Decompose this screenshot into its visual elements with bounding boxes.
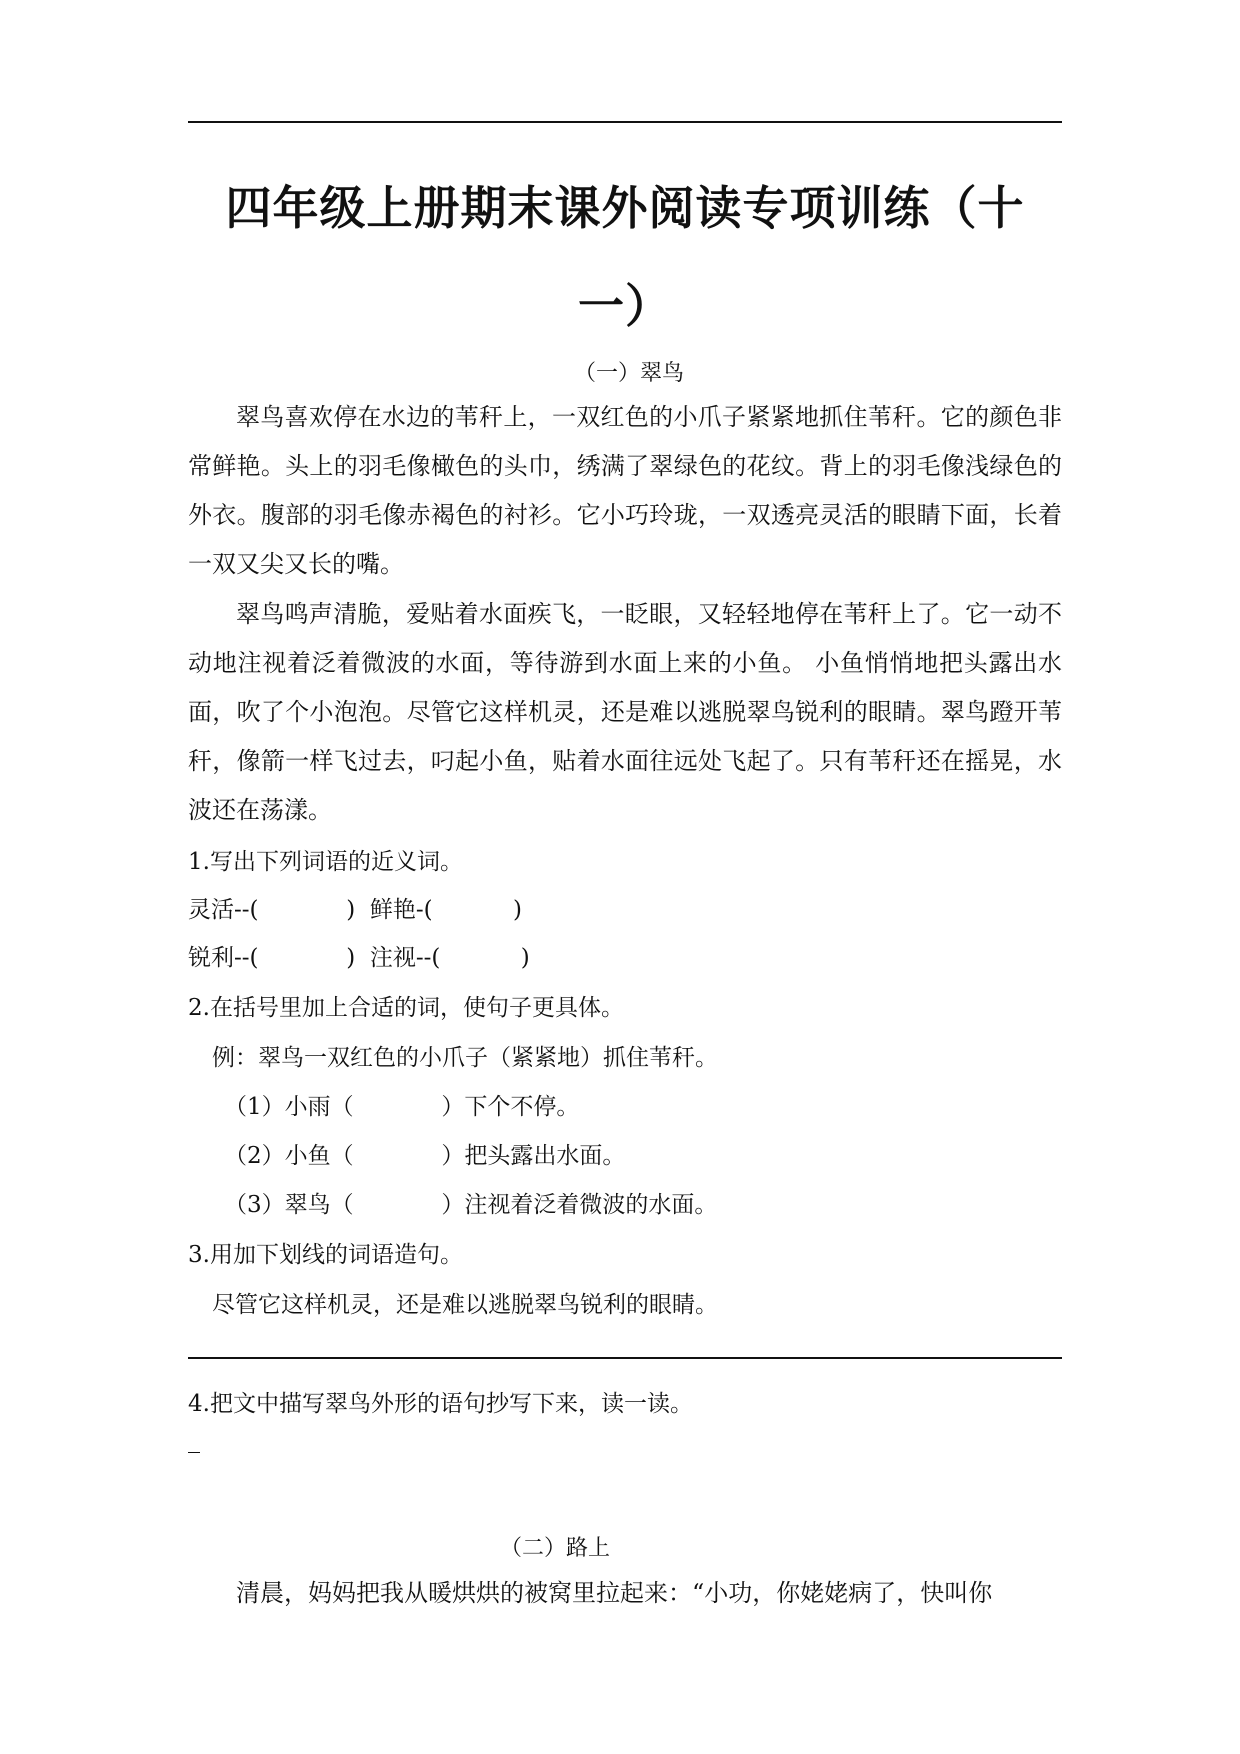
question-2-item-3: （3）翠鸟（ ）注视着泛着微波的水面。 — [224, 1192, 718, 1218]
section2-heading: （二）路上 — [500, 1536, 611, 1561]
top-rule — [188, 121, 1062, 123]
section1-heading: （一）翠鸟 — [574, 361, 685, 386]
section2-paragraph-1: 清晨，妈妈把我从暖烘烘的被窝里拉起来：“小功，你姥姥病了，快叫你 — [236, 1579, 993, 1607]
section1-paragraph-1: 翠鸟喜欢停在水边的苇秆上，一双红色的小爪子紧紧地抓住苇秆。它的颜色非常鲜艳。头上的羽毛像橄色的头巾，绣满了翠绿色的花纹。背上的羽毛像浅绿色的外衣。腹部的羽毛像赤褐色的衬衫。它小巧玲珑，一双透亮灵活的眼睛下面，长着一双又尖又长的嘴。 — [188, 403, 1062, 578]
page-title-line2: 一） — [578, 279, 672, 333]
question-2-example: 例：翠鸟一双红色的小爪子（紧紧地）抓住苇秆。 — [212, 1045, 718, 1071]
question-3-sentence: 尽管它这样机灵，还是难以逃脱翠鸟锐利的眼睛。 — [212, 1292, 718, 1318]
section1-paragraph-2: 翠鸟鸣声清脆，爱贴着水面疾飞，一眨眼，又轻轻地停在苇秆上了。它一动不动地注视着泛着微波的水面，等待游到水面上来的小鱼。 小鱼悄悄地把头露出水面，吹了个小泡泡。尽管它这样机灵，还是难以逃脱翠鸟锐利的眼睛。翠鸟蹬开苇秆，像箭一样飞过去，叼起小鱼，贴着水面往远处飞起了。只有苇秆还在摇晃，水波还在荡漾。 — [188, 600, 1062, 824]
question-3-prompt: 3.用加下划线的词语造句。 — [188, 1242, 463, 1268]
question-2-prompt: 2.在括号里加上合适的词，使句子更具体。 — [188, 995, 624, 1021]
question-1-row-1: 灵活--( ) 鲜艳-( ) — [188, 897, 522, 923]
question-1-row-2: 锐利--( ) 注视--( ) — [188, 945, 530, 971]
answer-rule — [188, 1357, 1062, 1359]
question-4-prompt: 4.把文中描写翠鸟外形的语句抄写下来，读一读。 — [188, 1391, 693, 1417]
answer-blank-mark — [188, 1452, 200, 1453]
page-title-line1: 四年级上册期末课外阅读专项训练（十 — [225, 181, 1025, 235]
question-2-item-2: （2）小鱼（ ）把头露出水面。 — [224, 1143, 626, 1169]
question-1-prompt: 1.写出下列词语的近义词。 — [188, 849, 463, 875]
question-2-item-1: （1）小雨（ ）下个不停。 — [224, 1094, 580, 1120]
